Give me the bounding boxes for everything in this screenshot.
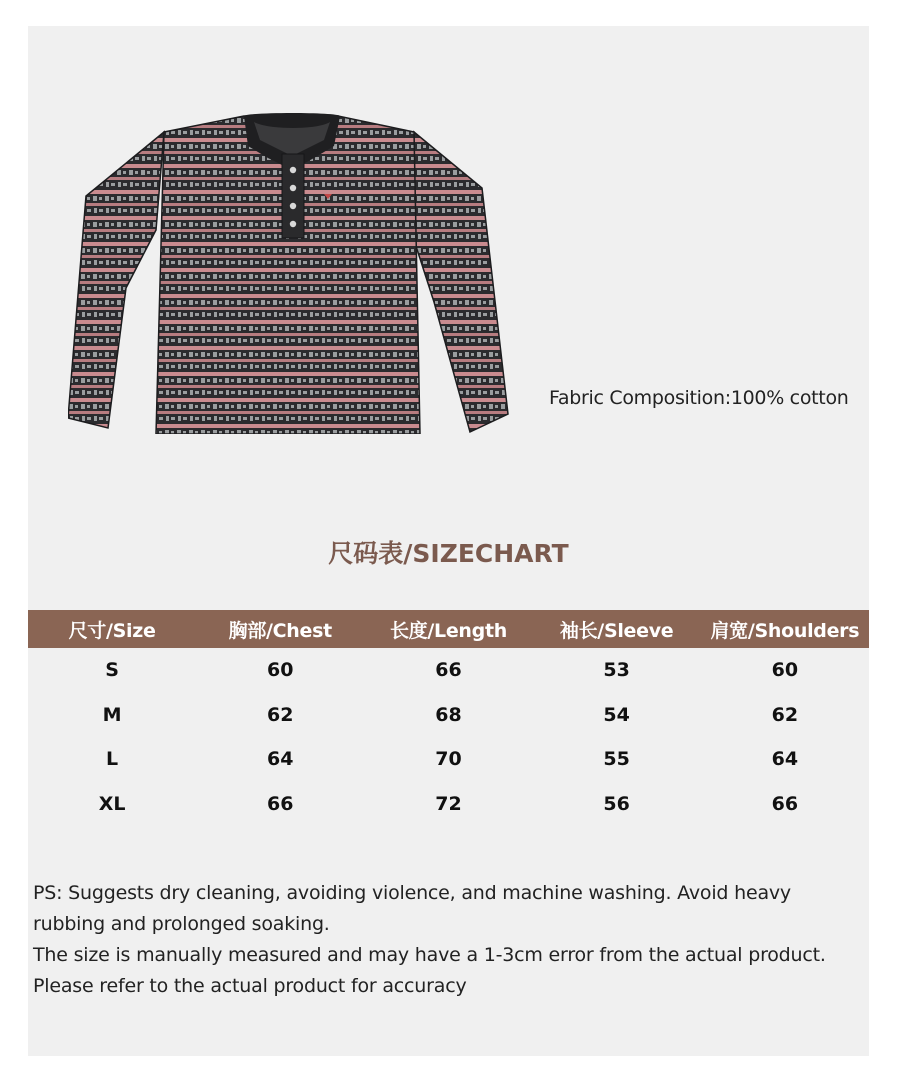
cell-chest: 62 <box>267 703 294 726</box>
table-row <box>28 782 869 827</box>
accuracy-note-line: Please refer to the actual product for accuracy <box>33 975 467 997</box>
cell-size: L <box>106 748 119 771</box>
header-length: 长度/Length <box>389 619 507 642</box>
cell-sleeve: 55 <box>603 748 630 771</box>
table-row <box>28 693 869 738</box>
cell-sleeve: 56 <box>603 792 630 815</box>
cell-chest: 64 <box>267 748 294 771</box>
table-row <box>28 648 869 693</box>
care-note-line: PS: Suggests dry cleaning, avoiding violence, and machine washing. Avoid heavy rubbing and prolonged soaking. <box>33 882 791 935</box>
measurement-note-line: The size is manually measured and may have a 1-3cm error from the actual product. <box>33 944 826 966</box>
header-size: 尺寸/Size <box>68 619 156 642</box>
cell-shoulders: 62 <box>771 703 799 726</box>
cell-length: 66 <box>435 659 462 682</box>
care-notes <box>33 878 863 1002</box>
header-chest: 胸部/Chest <box>228 619 332 642</box>
cell-length: 70 <box>435 748 462 771</box>
cell-shoulders: 64 <box>771 748 799 771</box>
cell-length: 68 <box>435 703 462 726</box>
header-shoulders: 肩宽/Shoulders <box>710 619 860 642</box>
product-image <box>68 112 510 434</box>
sizechart-table-body <box>28 648 869 826</box>
cell-shoulders: 60 <box>771 659 799 682</box>
cell-sleeve: 54 <box>603 703 630 726</box>
cell-sleeve: 53 <box>603 659 630 682</box>
content-panel <box>28 26 869 1056</box>
cell-chest: 66 <box>267 792 294 815</box>
header-sleeve: 袖长/Sleeve <box>559 619 674 642</box>
fabric-composition: Fabric Composition:100% cotton <box>549 387 849 409</box>
cell-shoulders: 66 <box>771 792 799 815</box>
sizechart-header-row <box>28 610 869 648</box>
cell-size: M <box>102 703 122 726</box>
cell-size: XL <box>98 792 126 815</box>
table-row <box>28 737 869 782</box>
cell-length: 72 <box>435 792 462 815</box>
sizechart-title: 尺码表/SIZECHART <box>328 539 569 568</box>
cell-size: S <box>105 659 119 682</box>
cell-chest: 60 <box>267 659 294 682</box>
